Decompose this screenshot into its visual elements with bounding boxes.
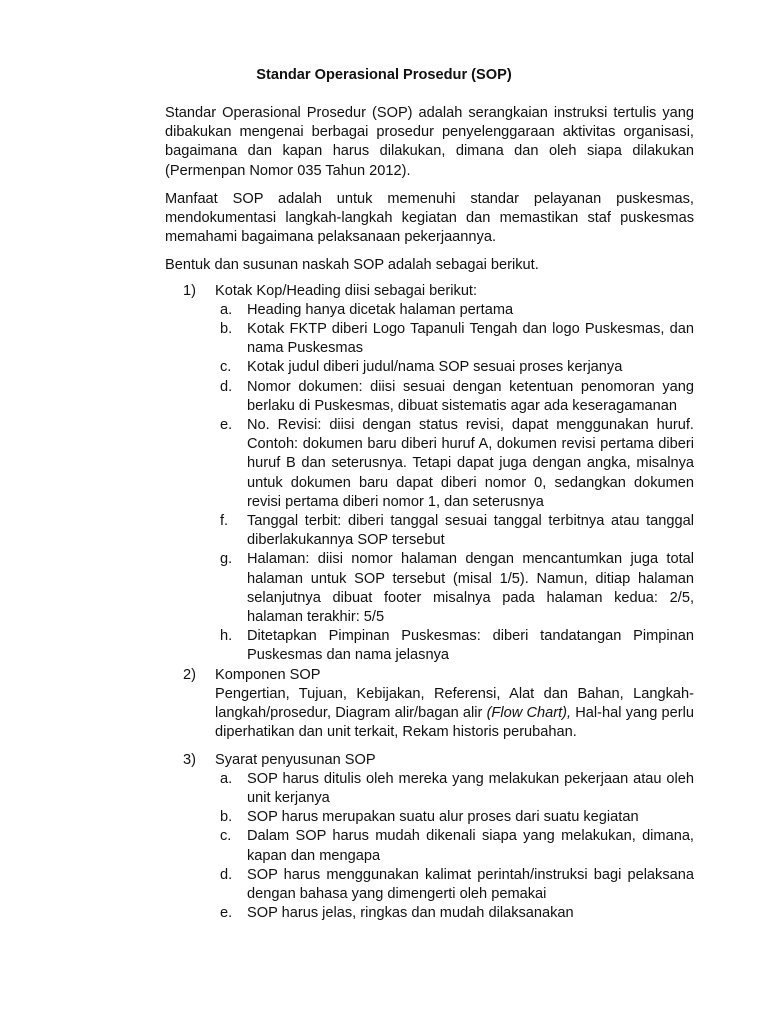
list-item-text: Heading hanya dicetak halaman pertama: [247, 301, 514, 318]
body-text: Hal-hal yang perlu diperhatikan dan unit terkait, Rekam historis perubahan.: [215, 705, 694, 741]
list-letter: c.: [220, 359, 232, 376]
list-item-text: Tanggal terbit: diberi tanggal sesuai tanggal terbitnya atau tanggal diberlakukannya SOP tersebut: [247, 513, 694, 549]
list-item: [215, 904, 694, 923]
list-letter: d.: [220, 866, 233, 883]
list-letter: a.: [220, 770, 233, 787]
list-item-text: Kotak judul diberi judul/nama SOP sesuai proses kerjanya: [247, 359, 623, 376]
list-item: [215, 550, 694, 627]
list-item: [215, 627, 694, 665]
list-item-text: Halaman: diisi nomor halaman dengan mencantumkan juga total halaman untuk SOP tersebut (misal 1/5). Namun, ditiap halaman selanjutnya dibuat footer misalnya pada halaman kedua: 2/5, halaman terakhir: 5/5: [247, 551, 694, 626]
list-letter: c.: [220, 828, 232, 845]
section-body: [215, 685, 694, 743]
section-1: [165, 282, 694, 666]
list-letter: f.: [220, 513, 229, 530]
benefit-paragraph: Manfaat SOP adalah untuk memenuhi standar pelayanan puskesmas, mendokumentasi langkah-langkah kegiatan dan memastikan staf puskesmas memahami bagaimana pelaksanaan pekerjaannya.: [165, 190, 694, 246]
list-item: [215, 512, 694, 550]
list-letter: d.: [220, 378, 233, 395]
page-title: Standar Operasional Prosedur (SOP): [256, 67, 512, 83]
intro-paragraph: Standar Operasional Prosedur (SOP) adalah serangkaian instruksi tertulis yang dibakukan mengenai berbagai prosedur penyelenggaraan aktivitas organisasi, bagaimana dan kapan harus dilakukan, dimana dan oleh siapa dilakukan (Permenpan Nomor 035 Tahun 2012).: [165, 105, 694, 179]
structure-paragraph: Bentuk dan susunan naskah SOP adalah sebagai berikut.: [165, 257, 539, 274]
list-item-text: Dalam SOP harus mudah dikenali siapa yang melakukan, dimana, kapan dan mengapa: [247, 828, 694, 864]
section-heading: Komponen SOP: [215, 666, 321, 683]
list-letter: h.: [220, 628, 233, 645]
section-number: 2): [183, 666, 196, 683]
section-2: [165, 666, 694, 743]
list-item: [215, 416, 694, 512]
list-item: [215, 358, 694, 377]
list-letter: b.: [220, 321, 233, 338]
list-item-text: No. Revisi: diisi dengan status revisi, dapat menggunakan huruf. Contoh: dokumen baru diberi huruf A, dokumen revisi pertama diberi huruf B dan seterusnya. Tetapi dapat juga dengan angka, misalnya untuk dokumen baru dapat diberi nomor 0, sedangkan dokumen revisi pertama diberi nomor 1, dan seterusnya: [247, 417, 694, 510]
section-number: 1): [183, 282, 196, 299]
list-item-text: Ditetapkan Pimpinan Puskesmas: diberi tandatangan Pimpinan Puskesmas dan nama jelasnya: [247, 628, 694, 664]
list-item-text: SOP harus ditulis oleh mereka yang melakukan pekerjaan atau oleh unit kerjanya: [247, 770, 694, 806]
list-letter: e.: [220, 417, 233, 434]
list-letter: b.: [220, 809, 233, 826]
section-3: [165, 751, 694, 924]
list-item: [215, 770, 694, 808]
list-letter: g.: [220, 551, 233, 568]
body-text: Pengertian, Tujuan, Kebijakan, Referensi, Alat dan Bahan, Langkah-langkah/prosedur, Diagram alir/bagan alir: [215, 685, 694, 722]
list-letter: a.: [220, 301, 233, 318]
section-number: 3): [183, 751, 196, 768]
list-letter: e.: [220, 905, 233, 922]
list-item-text: SOP harus jelas, ringkas dan mudah dilaksanakan: [247, 905, 574, 922]
list-item: [215, 866, 694, 904]
list-item-text: SOP harus merupakan suatu alur proses dari suatu kegiatan: [247, 809, 639, 826]
document-body: [165, 104, 694, 923]
list-item: [215, 827, 694, 865]
spacer: [165, 743, 694, 751]
list-item-text: Nomor dokumen: diisi sesuai dengan ketentuan penomoran yang berlaku di Puskesmas, dibuat sistematis agar ada keseragamanan: [247, 378, 694, 414]
list-item: [215, 301, 694, 320]
list-item: [215, 378, 694, 416]
section-heading: Syarat penyusunan SOP: [215, 751, 376, 768]
list-item: [215, 808, 694, 827]
list-item-text: Kotak FKTP diberi Logo Tapanuli Tengah dan logo Puskesmas, dan nama Puskesmas: [247, 321, 694, 357]
section-heading: Kotak Kop/Heading diisi sebagai berikut:: [215, 282, 478, 299]
body-italic: (Flow Chart),: [486, 705, 572, 722]
list-item-text: SOP harus menggunakan kalimat perintah/instruksi bagi pelaksana dengan bahasa yang dimengerti oleh pemakai: [247, 866, 694, 902]
list-item: [215, 320, 694, 358]
